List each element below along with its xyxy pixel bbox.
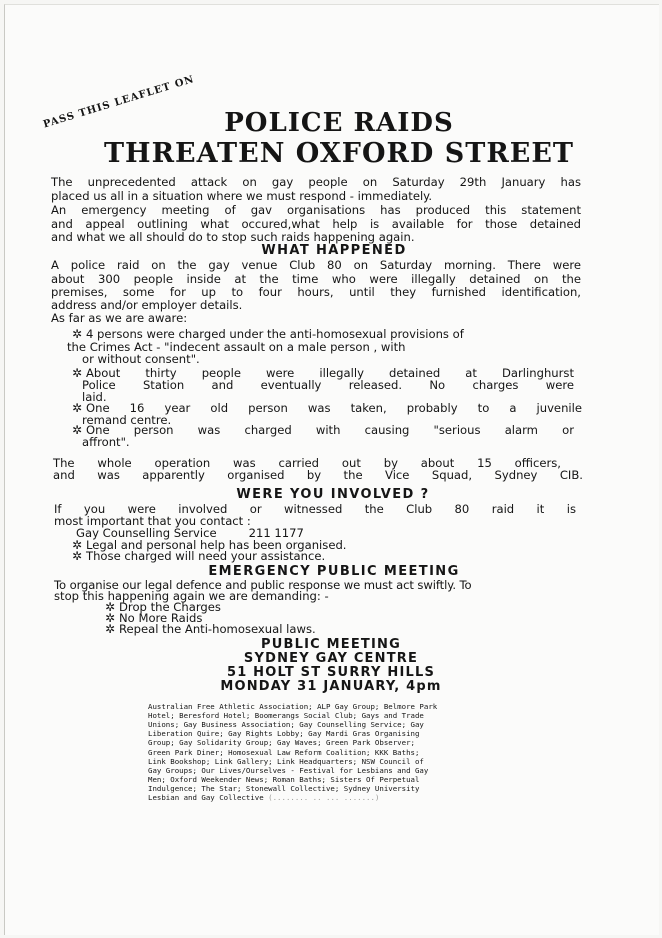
meeting-date: MONDAY 31 JANUARY, 4pm — [220, 679, 442, 694]
organisations-line: Gay Groups; Our Lives/Ourselves - Festival for Lesbians and Gay — [148, 765, 429, 775]
involved-line: most important that you contact : — [54, 514, 251, 528]
what-happened-line: premises, some for up to four hours, until they furnished identification, — [51, 285, 581, 299]
emergency-heading: EMERGENCY PUBLIC MEETING — [208, 564, 460, 579]
charge-bullet: ✲ 4 persons were charged under the anti-homosexual provisions of — [72, 327, 464, 341]
charge-bullet-cont: the Crimes Act - "indecent assault on a male person , with — [67, 340, 406, 354]
alarm-bullet: ✲ One person was charged with causing "serious alarm or — [72, 423, 574, 437]
organisations-line: Indulgence; The Star; Stonewall Collective; Sydney University — [148, 783, 420, 793]
asterisk-icon: ✲ — [72, 549, 83, 563]
intro-line: The unprecedented attack on gay people on Saturday 29th January has — [51, 175, 581, 189]
charge-bullet-cont: or without consent". — [82, 352, 200, 366]
detained-bullet: ✲ About thirty people were illegally detained at Darlinghurst — [72, 366, 574, 380]
detained-bullet-cont: laid. — [82, 390, 107, 404]
asterisk-icon: ✲ — [72, 401, 83, 415]
organisations-list — [148, 702, 508, 802]
headline-line-2: THREATEN OXFORD STREET — [103, 138, 575, 169]
intro-line: An emergency meeting of gav organisations has produced this statement — [51, 203, 581, 217]
organisations-tail: (........ .. ... .......) — [268, 793, 380, 803]
what-happened-line: address and/or employer details. — [51, 298, 243, 312]
meeting-address: 51 HOLT ST SURRY HILLS — [226, 665, 436, 680]
operation-line: and was apparently organised by the Vice Squad, Sydney CIB. — [53, 468, 583, 482]
meeting-title: PUBLIC MEETING — [261, 637, 401, 652]
involved-heading: WERE YOU INVOLVED ? — [236, 487, 430, 502]
operation-line: The whole operation was carried out by about 15 officers, — [53, 456, 561, 470]
emergency-line: To organise our legal defence and public response we must act swiftly. To — [54, 578, 472, 592]
asterisk-icon: ✲ — [72, 366, 83, 380]
detained-bullet-cont: Police Station and eventually released. No charges were — [82, 378, 574, 392]
headline-line-1: POLICE RAIDS — [224, 108, 454, 138]
help-bullet: ✲ Those charged will need your assistance. — [72, 549, 326, 563]
asterisk-icon: ✲ — [72, 423, 83, 437]
asterisk-icon: ✲ — [72, 327, 83, 341]
intro-line: placed us all in a situation where we must respond - immediately. — [51, 189, 433, 203]
what-happened-line: A police raid on the gay venue Club 80 on Saturday morning. There were — [51, 258, 581, 272]
juvenile-bullet-cont: remand centre. — [82, 413, 172, 427]
intro-line: and what we all should do to stop such raids happening again. — [51, 230, 415, 244]
asterisk-icon: ✲ — [72, 538, 83, 552]
contact-name: Gay Counselling Service — [76, 526, 217, 540]
alarm-bullet-cont: affront". — [82, 435, 130, 449]
asterisk-icon: ✲ — [105, 600, 116, 614]
organisations-line: Liberation Quire; Gay Rights Lobby; Gay Mardi Gras Organising — [148, 729, 420, 739]
organisations-line: Australian Free Athletic Association; ALP Gay Group; Belmore Park — [148, 702, 438, 711]
involved-line: If you were involved or witnessed the Club 80 raid it is — [54, 502, 576, 516]
help-bullet: ✲ Legal and personal help has been organised. — [72, 538, 347, 552]
what-happened-heading: WHAT HAPPENED — [261, 243, 407, 258]
organisations-line: Hotel; Beresford Hotel; Boomerangs Social Club; Gays and Trade — [148, 711, 424, 721]
asterisk-icon: ✲ — [105, 611, 116, 625]
organisations-line: Lesbian and Gay Collective (........ .. ... .......) — [148, 793, 380, 803]
organisations-line: Green Park Diner; Homosexual Law Reform Coalition; KKK Baths; — [148, 747, 420, 757]
what-happened-line: about 300 people inside at the time who were illegally detained on the — [51, 272, 581, 286]
intro-line: and appeal outlining what occured,what help is available for those detained — [51, 217, 581, 231]
asterisk-icon: ✲ — [105, 622, 116, 636]
organisations-line: Unions; Gay Business Association; Gay Counselling Service; Gay — [148, 720, 424, 730]
contact-phone: 211 1177 — [248, 526, 304, 540]
demand-item: ✲ No More Raids — [105, 611, 203, 625]
organisations-line: Men; Oxford Weekender News; Roman Baths; Sisters Of Perpetual — [148, 774, 420, 784]
juvenile-bullet: ✲ One 16 year old person was taken, probably to a juvenile — [72, 401, 582, 415]
pass-leaflet-stamp: PASS THIS LEAFLET ON — [42, 73, 196, 131]
what-happened-line: As far as we are aware: — [51, 311, 188, 325]
meeting-venue: SYDNEY GAY CENTRE — [243, 651, 419, 666]
organisations-line: Group; Gay Solidarity Group; Gay Waves; Green Park Observer; — [148, 738, 415, 748]
organisations-line: Link Bookshop; Link Gallery; Link Headquarters; NSW Council of — [148, 756, 424, 766]
demand-item: ✲ Drop the Charges — [105, 600, 221, 614]
demand-item: ✲ Repeal the Anti-homosexual laws. — [105, 622, 316, 636]
emergency-line: stop this happening again we are demanding: - — [54, 589, 329, 603]
